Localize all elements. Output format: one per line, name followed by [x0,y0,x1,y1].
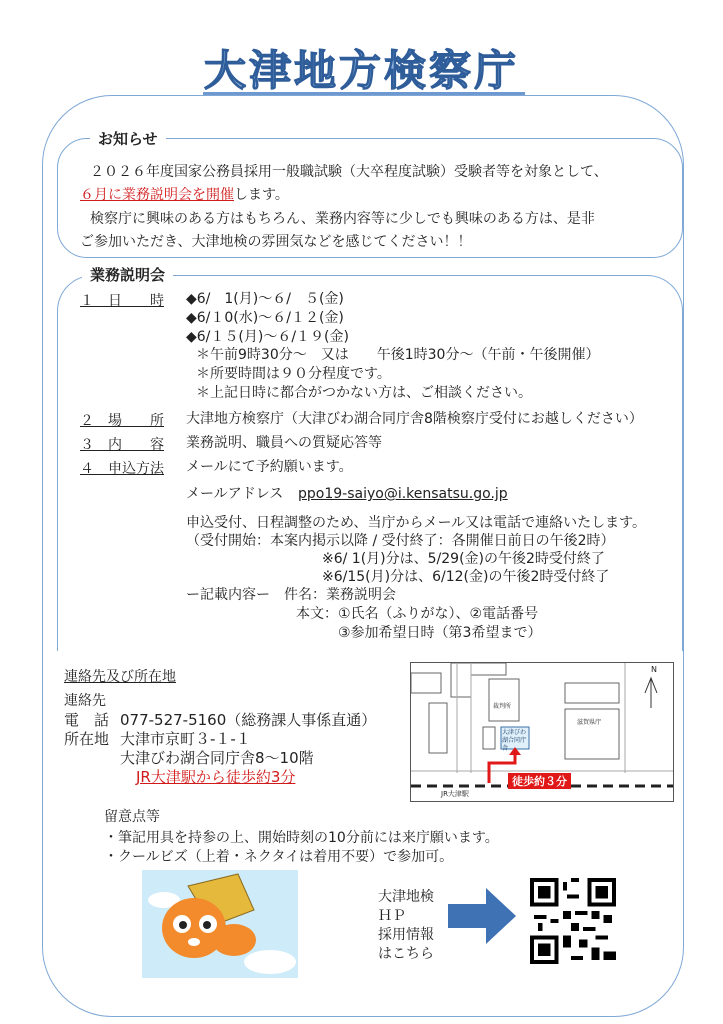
date-1: ◆6/ 1(月)～６/ ５(金) [186,291,344,307]
apply-line-7: ③参加希望日時（第3希望まで） [338,625,542,641]
contact-heading: 連絡先及び所在地 [64,669,176,685]
apply-line-4: ※6/15(月)分は、6/12(金)の午後2時受付終了 [322,569,610,585]
notice-line1: ２０２６年度国家公務員採用一般職試験（大卒程度試験）受験者等を対象として、 [90,164,608,180]
place-label: ２ 場 所 [80,413,164,429]
hp-line-1: 大津地検 [378,889,434,905]
notice-line3: 検察庁に興味のある方はもちろん、業務内容等に少しでも興味のある方は、是非 [90,211,595,227]
date-2: ◆6/１0(水)～６/１２(金) [186,310,344,326]
apply-line-5: ー記載内容ー 件名：業務説明会 [186,587,396,603]
mail-label: メールアドレス [186,486,284,502]
addr-label: 所在地 [64,730,110,748]
date-note-2: ＊所要時間は９０分程度です。 [196,366,391,382]
date-note-1: ＊午前9時30分～ 又は 午後1時30分～（午前・午後開催） [196,347,600,363]
tel-value: 077-527-5160（総務課人事係直通） [120,711,377,729]
mascot-image [142,870,298,978]
hp-line-4: はこちら [378,946,434,962]
map-court: 裁判所 [493,703,512,710]
north-mark: N [651,665,657,674]
apply-label: ４ 申込方法 [80,461,164,477]
access-note: JR大津駅から徒歩約3分 [136,768,296,786]
hp-line-2: ＨＰ [378,908,406,924]
qr-code[interactable] [530,878,616,964]
notice-line2 [80,186,289,204]
date-3: ◆6/１５(月)～６/１９(金) [186,329,349,345]
mail-link[interactable]: ppo19-saiyo@i.kensatsu.go.jp [298,486,508,502]
notice-line2-rest: します。 [234,187,289,203]
map-building: 大津びわ湖合同庁舎 [502,729,527,752]
hp-line-3: 採用情報 [378,927,434,943]
apply-value: メールにて予約願います。 [186,459,353,475]
date-label: １ 日 時 [80,293,164,309]
note-1: ・筆記用具を持参の上、開始時刻の10分前には来庁願います。 [104,830,499,846]
notes-heading: 留意点等 [104,809,160,825]
mascot-drawing [142,870,298,978]
page-title: 大津地方検察庁 [203,46,519,95]
addr-line1: 大津市京町３-１-１ [120,730,251,748]
map-pref: 滋賀県庁 [577,719,602,726]
notice-line4: ご参加いただき、大津地検の雰囲気などを感じてください！！ [80,234,472,250]
content-label: ３ 内 容 [80,437,164,453]
date-note-3: ＊上記日時に都合がつかない方は、ご相談ください。 [196,385,532,401]
apply-line-6: 本文：①氏名（ふりがな）、②電話番号 [296,606,539,622]
arrow-right-icon [448,888,516,944]
apply-line-2: （受付開始：本案内掲示以降 / 受付終了：各開催日前日の午後2時） [186,533,615,549]
map-station: JR大津駅 [441,790,469,798]
addr-line2: 大津びわ湖合同庁舎8～10階 [120,749,314,767]
contact-sub: 連絡先 [64,693,106,709]
notice-heading: お知らせ [90,128,166,149]
location-map [410,662,674,802]
notice-highlight: ６月に業務説明会を開催 [80,187,234,203]
tel-label: 電 話 [64,711,110,729]
map-walk-badge: 徒歩約３分 [508,773,571,789]
briefing-heading: 業務説明会 [82,264,173,285]
place-value: 大津地方検察庁（大津びわ湖合同庁舎8階検察庁受付にお越しください） [186,411,643,427]
apply-line-3: ※6/ 1(月)分は、5/29(金)の午後2時受付終了 [322,551,605,567]
qr-code-drawing [530,878,616,964]
note-2: ・クールビズ（上着・ネクタイは着用不要）で参加可。 [104,849,454,865]
content-value: 業務説明、職員への質疑応答等 [186,435,382,451]
apply-line-1: 申込受付、日程調整のため、当庁からメール又は電話で連絡いたします。 [186,515,647,531]
